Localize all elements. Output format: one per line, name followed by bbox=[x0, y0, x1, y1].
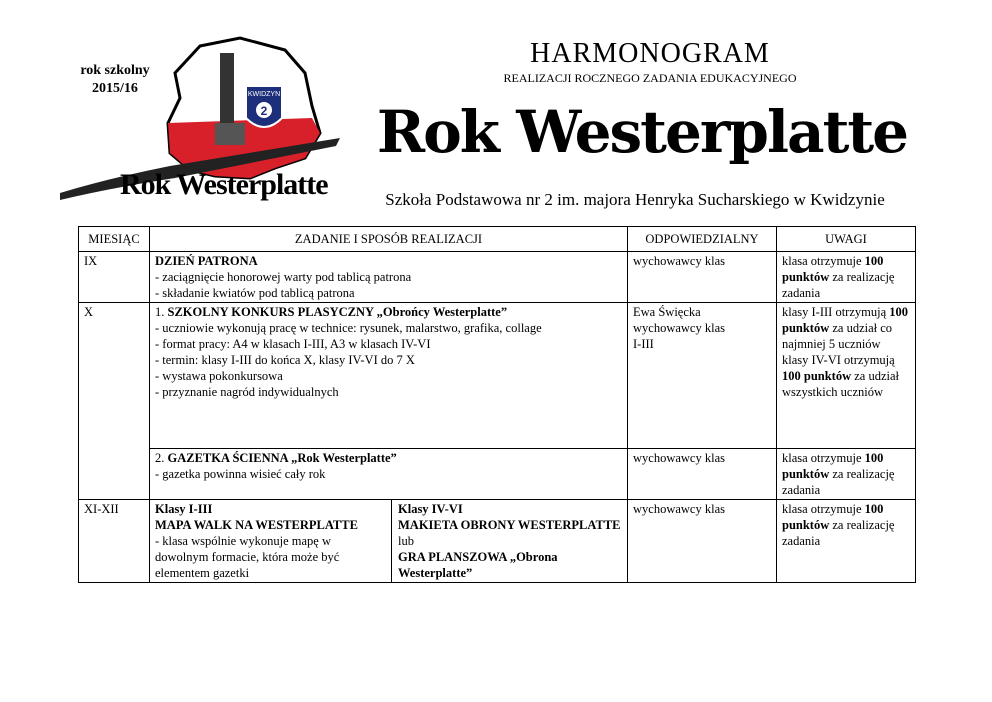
table-row bbox=[79, 303, 916, 449]
schedule-table bbox=[78, 226, 916, 583]
school-name: Szkoła Podstawowa nr 2 im. majora Henryka Sucharskiego w Kwidzynie bbox=[385, 190, 885, 209]
header-responsible: ODPOWIEDZIALNY bbox=[628, 227, 777, 252]
task-left: Klasy I-III MAPA WALK NA WESTERPLATTE - klasa wspólnie wykonuje mapę w dowolnym formacie, która może być elementem gazetki bbox=[150, 500, 392, 582]
table-row bbox=[79, 252, 916, 303]
badge-top-text: KWIDZYN bbox=[247, 91, 281, 98]
school-year-label: rok szkolny bbox=[80, 63, 150, 78]
task-title: GAZETKA ŚCIENNA „Rok Westerplatte” bbox=[167, 451, 397, 465]
monument-icon bbox=[220, 53, 234, 128]
school-year-value: 2015/16 bbox=[92, 81, 138, 96]
task-line: - przyznanie nagród indywidualnych bbox=[155, 385, 339, 399]
header-notes: UWAGI bbox=[777, 227, 916, 252]
task-line: - zaciągnięcie honorowej warty pod tablicą patrona bbox=[155, 270, 412, 284]
table-row bbox=[79, 449, 916, 500]
badge-number-text: 2 bbox=[260, 104, 268, 118]
banner-title: Rok Westerplatte bbox=[376, 98, 908, 166]
cell-responsible: Ewa Święcka wychowawcy klas I-III bbox=[628, 303, 777, 449]
task-line: - gazetka powinna wisieć cały rok bbox=[155, 467, 326, 481]
cell-month: XI-XII bbox=[79, 500, 150, 583]
task-line: - format pracy: A4 w klasach I-III, A3 w klasach IV-VI bbox=[155, 337, 431, 351]
page-title: HARMONOGRAM bbox=[530, 38, 770, 69]
task-line: - składanie kwiatów pod tablicą patrona bbox=[155, 286, 355, 300]
cell-notes: klasy I-III otrzymują 100 punktów za udział co najmniej 5 uczniów klasy IV-VI otrzymują 100 punktów za udział wszystkich uczniów bbox=[777, 303, 916, 449]
cell-notes: klasa otrzymuje 100 punktów za realizację zadania bbox=[777, 252, 916, 303]
cell-notes: klasa otrzymuje 100 punktów za realizację zadania bbox=[777, 500, 916, 583]
cell-task bbox=[150, 500, 628, 583]
cell-task bbox=[150, 252, 628, 303]
table-header-row bbox=[79, 227, 916, 252]
cell-task: 1. SZKOLNY KONKURS PLASYCZNY „Obrońcy Westerplatte” - uczniowie wykonują pracę w technice: rysunek, malarstwo, grafika, collage - format pracy: A4 w klasach I-III, A3 w klasach IV-VI - termin: klasy I-III do końca X, klasy IV-VI do 7 X - wystawa pokonkursowa - przyznanie nagród indywidualnych bbox=[150, 303, 628, 449]
task-title: SZKOLNY KONKURS PLASYCZNY „Obrońcy Westerplatte” bbox=[167, 305, 508, 319]
task-line: - termin: klasy I-III do końca X, klasy IV-VI do 7 X bbox=[155, 353, 415, 367]
cell-responsible: wychowawcy klas bbox=[628, 449, 777, 500]
task-split bbox=[150, 500, 627, 582]
task-title: DZIEŃ PATRONA bbox=[155, 254, 258, 268]
task-right: Klasy IV-VI MAKIETA OBRONY WESTERPLATTE lub GRA PLANSZOWA „Obrona Westerplatte” bbox=[398, 502, 621, 580]
cell-month: IX bbox=[79, 252, 150, 303]
page-subtitle: REALIZACJI ROCZNEGO ZADANIA EDUKACYJNEGO bbox=[503, 71, 797, 85]
header-task: ZADANIE I SPOSÓB REALIZACJI bbox=[150, 227, 628, 252]
table-row bbox=[79, 500, 916, 583]
task-line: - wystawa pokonkursowa bbox=[155, 369, 283, 383]
cell-responsible: wychowawcy klas bbox=[628, 500, 777, 583]
header-month: MIESIĄC bbox=[79, 227, 150, 252]
cell-notes: klasa otrzymuje 100 punktów za realizację zadania bbox=[777, 449, 916, 500]
cell-month: X bbox=[79, 303, 150, 500]
cell-responsible: wychowawcy klas bbox=[628, 252, 777, 303]
logo-text: Rok Westerplatte bbox=[120, 168, 328, 201]
cell-task: 2. GAZETKA ŚCIENNA „Rok Westerplatte” - gazetka powinna wisieć cały rok bbox=[150, 449, 628, 500]
task-line: - uczniowie wykonują pracę w technice: rysunek, malarstwo, grafika, collage bbox=[155, 321, 542, 335]
